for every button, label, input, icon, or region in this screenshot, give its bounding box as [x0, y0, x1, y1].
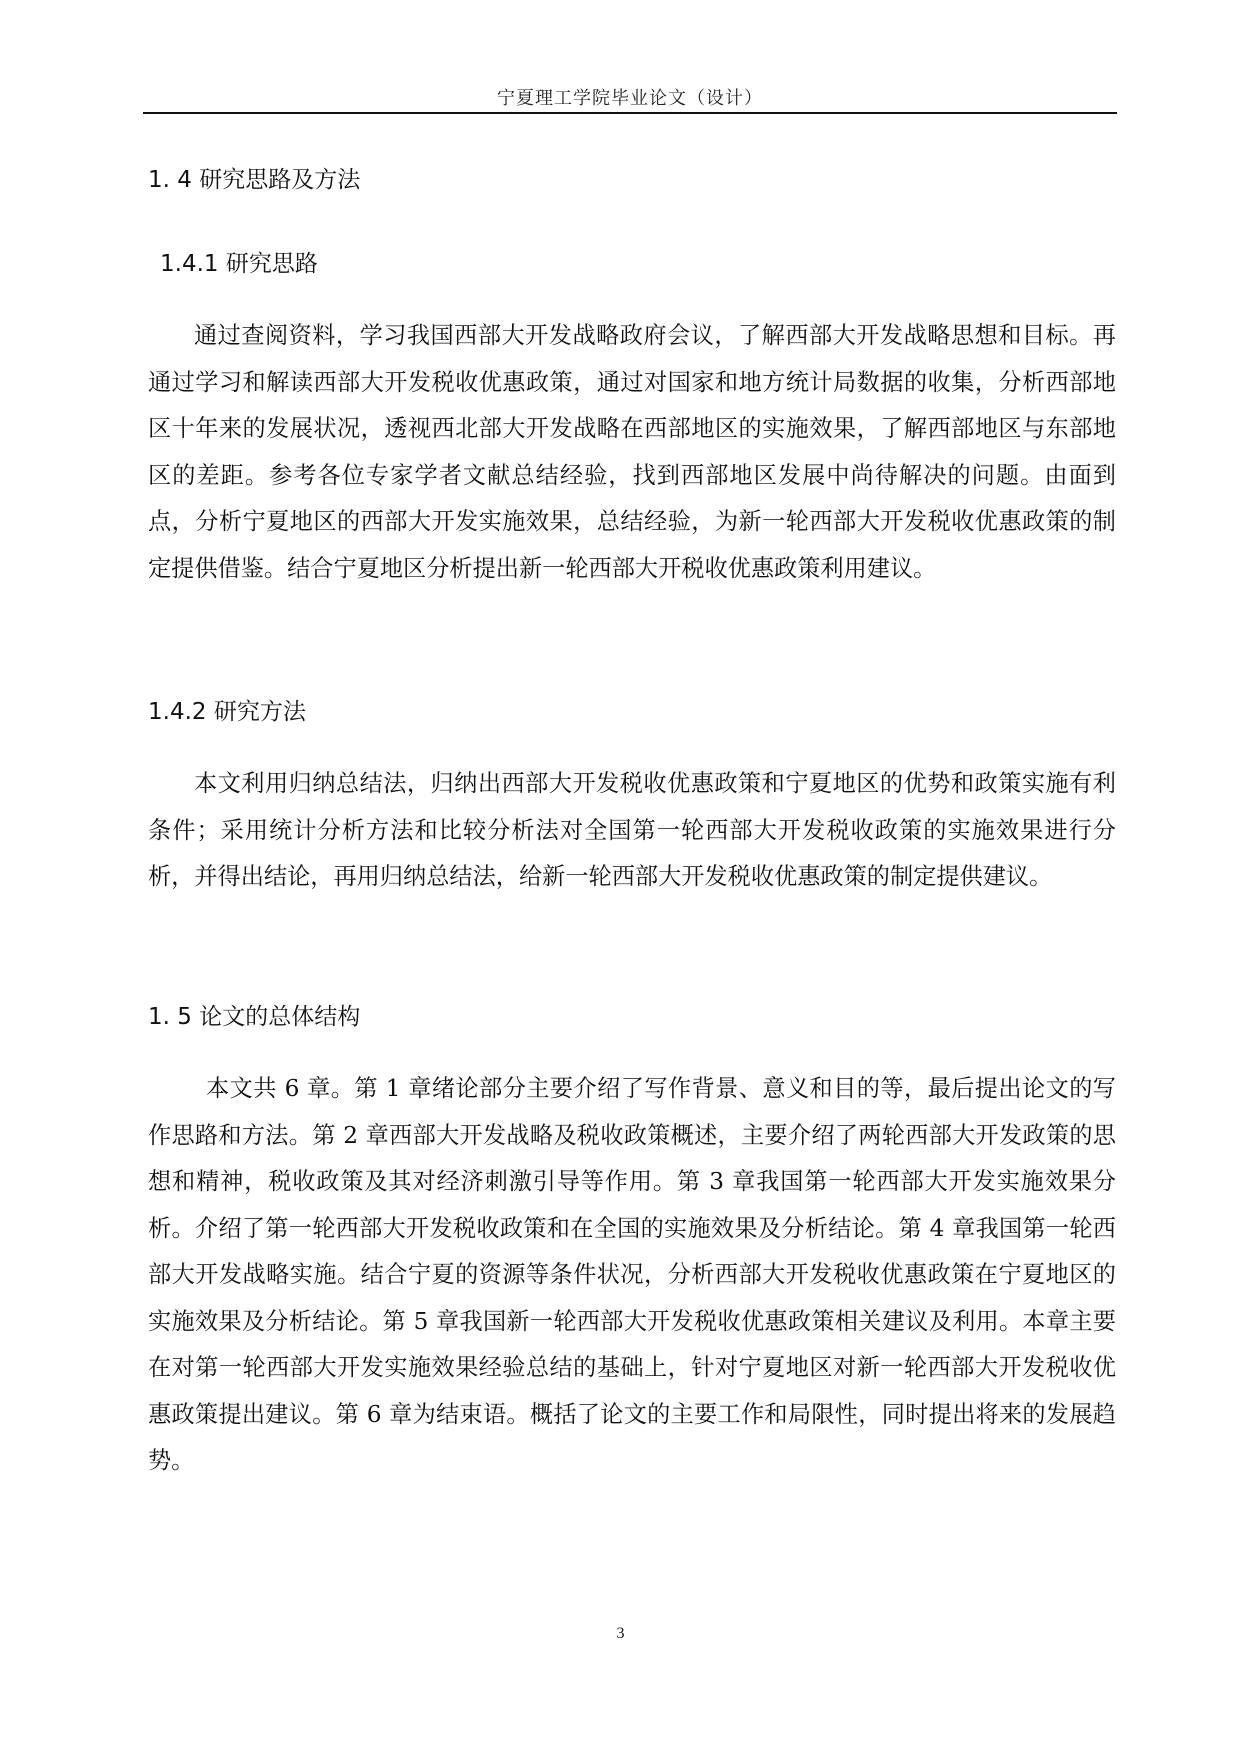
section-heading-1-4: 1. 4 研究思路及方法: [148, 167, 361, 193]
research-methods-paragraph: 本文利用归纳总结法，归纳出西部大开发税收优惠政策和宁夏地区的优势和政策实施有利条件；采用统计分析方法和比较分析法对全国第一轮西部大开发税收政策的实施效果进行分析，并得出结论，再用归纳总结法，给新一轮西部大开发税收优惠政策的制定提供建议。: [148, 770, 1116, 890]
subsection-heading-1-4-2: 1.4.2 研究方法: [148, 699, 306, 725]
page-number: 3: [616, 1625, 625, 1642]
subsection-heading-1-4-1: 1.4.1 研究思路: [160, 251, 318, 277]
section-heading-1-5: 1. 5 论文的总体结构: [148, 1004, 361, 1030]
running-header: 宁夏理工学院毕业论文（设计）: [497, 88, 763, 109]
research-approach-paragraph: 通过查阅资料，学习我国西部大开发战略政府会议，了解西部大开发战略思想和目标。再通过学习和解读西部大开发税收优惠政策，通过对国家和地方统计局数据的收集，分析西部地区十年来的发展状况，透视西北部大开发战略在西部地区的实施效果，了解西部地区与东部地区的差距。参考各位专家学者文献总结经验，找到西部地区发展中尚待解决的问题。由面到点，分析宁夏地区的西部大开发实施效果，总结经验，为新一轮西部大开发税收优惠政策的制定提供借鉴。结合宁夏地区分析提出新一轮西部大开税收优惠政策利用建议。: [148, 322, 1116, 582]
thesis-structure-paragraph: 本文共 6 章。第 1 章绪论部分主要介绍了写作背景、意义和目的等，最后提出论文的写作思路和方法。第 2 章西部大开发战略及税收政策概述，主要介绍了两轮西部大开发政策的思想和精神，税收政策及其对经济刺激引导等作用。第 3 章我国第一轮西部大开发实施效果分析。介绍了第一轮西部大开发税收政策和在全国的实施效果及分析结论。第 4 章我国第一轮西部大开发战略实施。结合宁夏的资源等条件状况，分析西部大开发税收优惠政策在宁夏地区的实施效果及分析结论。第 5 章我国新一轮西部大开发税收优惠政策相关建议及利用。本章主要在对第一轮西部大开发实施效果经验总结的基础上，针对宁夏地区对新一轮西部大开发税收优惠政策提出建议。第 6 章为结束语。概括了论文的主要工作和局限性，同时提出将来的发展趋势。: [148, 1075, 1116, 1474]
header-rule: [143, 112, 1117, 114]
